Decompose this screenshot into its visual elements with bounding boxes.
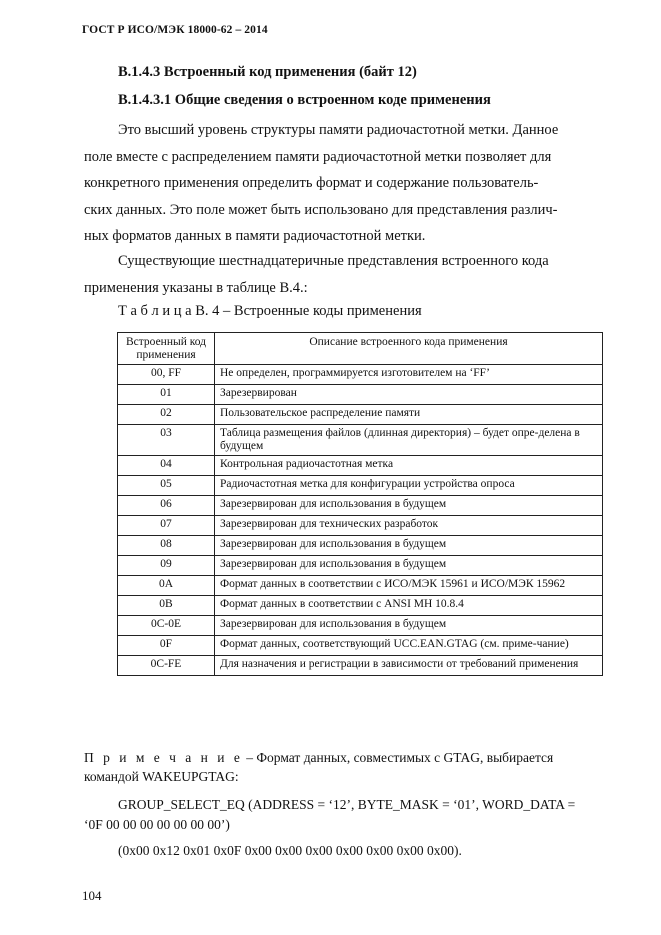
description-cell: Зарезервирован — [215, 385, 603, 405]
description-cell: Таблица размещения файлов (длинная директория) – будет опре-делена в будущем — [215, 425, 603, 456]
code-cell: 0F — [118, 636, 215, 656]
paragraph-line: поле вместе с распределением памяти радиочастотной метки позволяет для — [84, 148, 552, 165]
table-row — [118, 576, 603, 596]
paragraph-line: конкретного применения определить формат и содержание пользователь- — [84, 175, 539, 191]
paragraph-line: ских данных. Это поле может быть использовано для представления различ- — [84, 201, 558, 218]
code-cell: 0C-FE — [118, 656, 215, 676]
description-cell: Контрольная радиочастотная метка — [215, 456, 603, 476]
description-cell: Для назначения и регистрации в зависимости от требований применения — [215, 656, 603, 676]
description-cell: Пользовательское распределение памяти — [215, 405, 603, 425]
description-cell: Формат данных в соответствии с ИСО/МЭК 15961 и ИСО/МЭК 15962 — [215, 576, 603, 596]
paragraph-line: ных форматов данных в памяти радиочастотной метки. — [84, 228, 426, 244]
description-cell: Зарезервирован для использования в будущем — [215, 616, 603, 636]
code-cell: 08 — [118, 536, 215, 556]
code-cell: 0B — [118, 596, 215, 616]
paragraph-line: Это высший уровень структуры памяти радиочастотной метки. Данное — [118, 122, 559, 138]
table-row — [118, 536, 603, 556]
table-body — [118, 365, 603, 676]
code-cell: 05 — [118, 476, 215, 496]
table-row — [118, 556, 603, 576]
table-caption-label: Т а б л и ц а — [118, 303, 192, 319]
description-cell: Зарезервирован для использования в будущем — [215, 536, 603, 556]
code-cell: 04 — [118, 456, 215, 476]
description-cell: Зарезервирован для использования в будущем — [215, 496, 603, 516]
description-cell: Радиочастотная метка для конфигурации устройства опроса — [215, 476, 603, 496]
table-row — [118, 516, 603, 536]
table-row — [118, 596, 603, 616]
description-cell: Формат данных в соответствии с ANSI MH 10.8.4 — [215, 596, 603, 616]
application-codes-table — [117, 332, 603, 676]
code-cell: 0C-0E — [118, 616, 215, 636]
code-cell: 00, FF — [118, 365, 215, 385]
note-text: – Формат данных, совместимых с GTAG, выбирается командой WAKEUPGTAG: — [84, 750, 554, 784]
table-row — [118, 385, 603, 405]
table-row — [118, 365, 603, 385]
section-title: В.1.4.3 Встроенный код применения (байт 12) — [118, 64, 417, 80]
table-caption — [118, 303, 422, 320]
table-row — [118, 656, 603, 676]
table-row — [118, 496, 603, 516]
paragraph-line: Существующие шестнадцатеричные представления встроенного кода — [118, 253, 549, 269]
table-row — [118, 456, 603, 476]
document-header: ГОСТ Р ИСО/МЭК 18000-62 – 2014 — [82, 24, 268, 36]
command-line-1: GROUP_SELECT_EQ (ADDRESS = ‘12’, BYTE_MASK = ‘01’, WORD_DATA = — [118, 797, 576, 812]
paragraph-intro — [84, 117, 600, 250]
paragraph-table-ref — [84, 248, 600, 301]
table-row — [118, 616, 603, 636]
table-row — [118, 476, 603, 496]
column-header-description: Описание встроенного кода применения — [215, 333, 603, 365]
table-row — [118, 405, 603, 425]
table-row — [118, 425, 603, 456]
note-label: П р и м е ч а н и е — [84, 750, 243, 765]
code-cell: 09 — [118, 556, 215, 576]
table-note — [84, 748, 600, 786]
code-cell: 01 — [118, 385, 215, 405]
column-header-code: Встроенный код применения — [118, 333, 215, 365]
paragraph-line: применения указаны в таблице В.4.: — [84, 279, 308, 296]
page-number: 104 — [82, 888, 102, 903]
code-cell: 06 — [118, 496, 215, 516]
command-hex-line: (0x00 0x12 0x01 0x0F 0x00 0x00 0x00 0x00 0x00 0x00 0x00). — [118, 843, 462, 858]
command-line-2: ‘0F 00 00 00 00 00 00 00’) — [84, 817, 230, 832]
description-cell: Не определен, программируется изготовителем на ‘FF’ — [215, 365, 603, 385]
code-cell: 03 — [118, 425, 215, 456]
description-cell: Зарезервирован для технических разработок — [215, 516, 603, 536]
subsection-title: В.1.4.3.1 Общие сведения о встроенном коде применения — [118, 92, 491, 108]
table-header-row — [118, 333, 603, 365]
description-cell: Формат данных, соответствующий UCC.EAN.GTAG (см. приме-чание) — [215, 636, 603, 656]
code-cell: 0A — [118, 576, 215, 596]
code-cell: 07 — [118, 516, 215, 536]
table-caption-text: В. 4 – Встроенные коды применения — [191, 303, 422, 319]
description-cell: Зарезервирован для использования в будущем — [215, 556, 603, 576]
table-row — [118, 636, 603, 656]
code-cell: 02 — [118, 405, 215, 425]
